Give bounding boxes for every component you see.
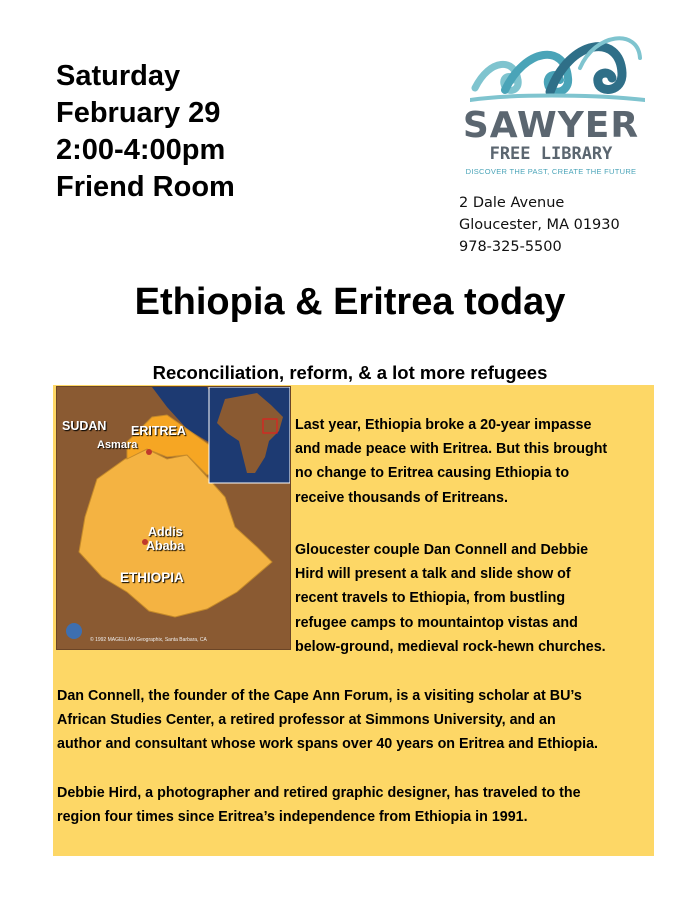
label-addis: Addis	[148, 525, 183, 539]
map-credit: © 1992 MAGELLAN Geographix, Santa Barbara, CA	[90, 637, 207, 643]
event-time: 2:00-4:00pm	[56, 134, 226, 166]
library-tagline: DISCOVER THE PAST, CREATE THE FUTURE	[465, 167, 637, 176]
label-eritrea: ERITREA	[131, 424, 186, 438]
label-sudan: SUDAN	[62, 419, 107, 433]
waves-icon	[470, 28, 645, 108]
address-phone: 978-325-5500	[459, 239, 562, 255]
text-line: and made peace with Eritrea. But this brought	[295, 441, 608, 458]
subhead: Reconciliation, reform, & a lot more refugees	[152, 362, 548, 383]
text-line: author and consultant whose work spans over 40 years on Eritrea and Ethiopia.	[57, 736, 599, 753]
text-line: Hird will present a talk and slide show of	[295, 566, 571, 583]
text-line: Gloucester couple Dan Connell and Debbie	[295, 542, 589, 558]
event-day: Saturday	[56, 60, 181, 92]
text-line: Debbie Hird, a photographer and retired graphic designer, has traveled to the	[57, 785, 581, 801]
ethiopia-map	[56, 386, 291, 650]
text-line: below-ground, medieval rock-hewn churches.	[295, 638, 606, 655]
label-ababa: Ababa	[146, 539, 185, 553]
text-line: refugee camps to mountaintop vistas and	[295, 614, 578, 631]
event-location: Friend Room	[56, 171, 235, 203]
label-asmara: Asmara	[97, 439, 138, 451]
paragraph-talk	[295, 538, 606, 659]
text-line: recent travels to Ethiopia, from bustling	[295, 590, 566, 607]
event-info	[56, 58, 235, 206]
address-city: Gloucester, MA 01930	[459, 217, 620, 233]
address-street: 2 Dale Avenue	[459, 195, 565, 211]
library-name: SAWYER	[462, 105, 640, 146]
library-address	[459, 192, 620, 258]
text-line: African Studies Center, a retired professor at Simmons University, and an	[57, 712, 556, 729]
text-line: receive thousands of Eritreans.	[295, 489, 508, 506]
event-date: February 29	[56, 97, 221, 129]
library-subname: FREE LIBRARY	[489, 144, 613, 164]
label-ethiopia: ETHIOPIA	[120, 570, 184, 585]
paragraph-dan-connell	[57, 684, 598, 757]
paragraph-intro	[295, 413, 607, 510]
text-line: Last year, Ethiopia broke a 20-year impasse	[295, 417, 592, 433]
paragraph-debbie-hird	[57, 781, 581, 829]
text-line: region four times since Eritrea’s independence from Ethiopia in 1991.	[57, 809, 528, 826]
library-logo	[455, 28, 655, 178]
text-line: Dan Connell, the founder of the Cape Ann Forum, is a visiting scholar at BU’s	[57, 688, 582, 704]
text-line: no change to Eritrea causing Ethiopia to	[295, 465, 570, 482]
headline: Ethiopia & Eritrea today	[134, 281, 566, 323]
